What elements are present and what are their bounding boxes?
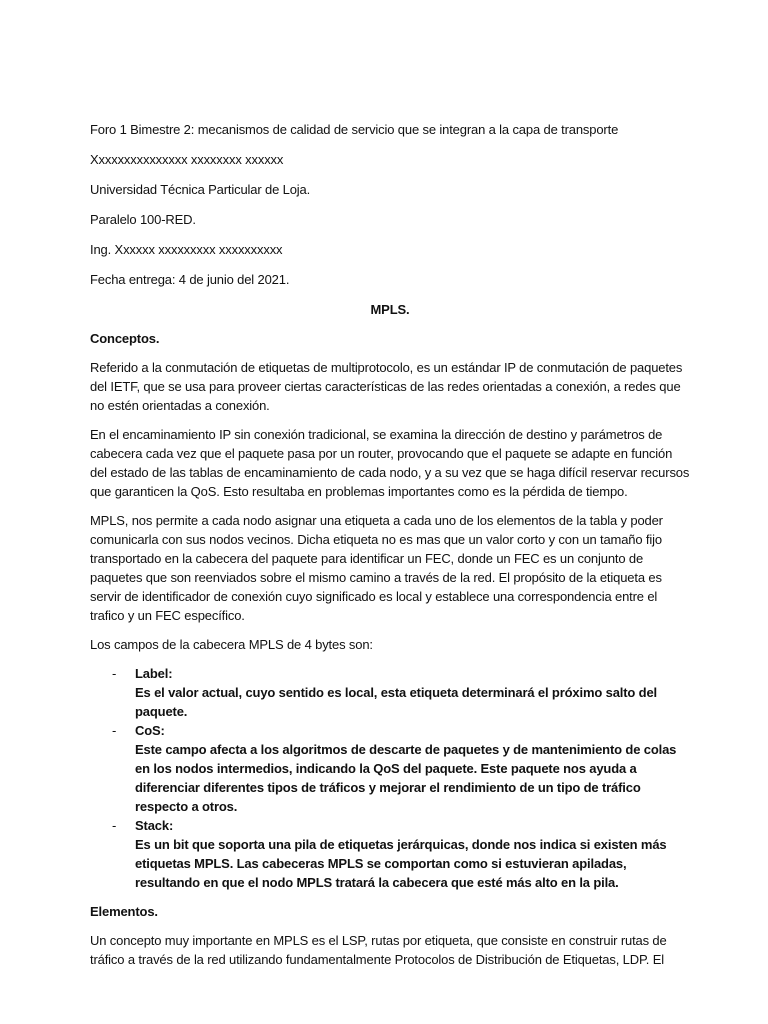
field-term: CoS: — [135, 723, 165, 738]
document-title: MPLS. — [370, 302, 410, 317]
student-name: Xxxxxxxxxxxxxxx xxxxxxxx xxxxxx — [90, 152, 284, 167]
course-title: Foro 1 Bimestre 2: mecanismos de calidad de servicio que se integran a la capa de transporte — [90, 122, 619, 137]
header-fields-list — [90, 664, 690, 892]
list-item — [90, 816, 690, 892]
section-name: Paralelo 100-RED. — [90, 212, 196, 227]
field-description: Es el valor actual, cuyo sentido es local, esta etiqueta determinará el próximo salto del paquete. — [135, 685, 658, 719]
list-dash: - — [112, 818, 117, 833]
paragraph: Los campos de la cabecera MPLS de 4 bytes son: — [90, 637, 373, 652]
paragraph: Referido a la conmutación de etiquetas de multiprotocolo, es un estándar IP de conmutación de paquetes del IETF, que se usa para proveer ciertas características de las redes orientadas a conexión, a redes que no estén orientadas a conexión. — [90, 360, 683, 413]
paragraph: Un concepto muy importante en MPLS es el LSP, rutas por etiqueta, que consiste en construir rutas de tráfico a través de la red utilizando fundamentalmente Protocolos de Distribución de Etiquetas, LDP. El — [90, 933, 667, 967]
document-header — [90, 120, 690, 289]
list-dash: - — [112, 723, 117, 738]
field-description: Es un bit que soporta una pila de etiquetas jerárquicas, donde nos indica si existen más etiquetas MPLS. Las cabeceras MPLS se comportan como si estuvieran apiladas, resultando en que el nodo MPLS tratará la cabecera que esté más alto en la pila. — [135, 837, 667, 890]
field-term: Stack: — [135, 818, 174, 833]
field-description: Este campo afecta a los algoritmos de descarte de paquetes y de mantenimiento de colas en los nodos intermedios, indicando la QoS del paquete. Este paquete nos ayuda a diferenciar diferentes tipos de tráficos y mejorar el rendimiento de un tipo de tráfico respecto a otros. — [135, 742, 677, 814]
due-date: Fecha entrega: 4 de junio del 2021. — [90, 272, 290, 287]
paragraph: En el encaminamiento IP sin conexión tradicional, se examina la dirección de destino y parámetros de cabecera cada vez que el paquete pasa por un router, provocando que el paquete se adapte en función del estado de las tablas de encaminamiento de cada nodo, y a su vez que se haga difícil reservar recursos que garanticen la QoS. Esto resultaba en problemas importantes como es la pérdida de tiempo. — [90, 427, 690, 499]
elements-heading: Elementos. — [90, 904, 158, 919]
paragraph: MPLS, nos permite a cada nodo asignar una etiqueta a cada uno de los elementos de la tabla y poder comunicarla con sus nodos vecinos. Dicha etiqueta no es mas que un valor corto y con un tamaño fijo transportado en la cabecera del paquete para identificar un FEC, donde un FEC es un conjunto de paquetes que son reenviados sobre el mismo camino a través de la red. El propósito de la etiqueta es servir de identificador de conexión cuyo significado es local y establece una correspondencia entre el trafico y un FEC específico. — [90, 513, 663, 623]
field-term: Label: — [135, 666, 173, 681]
list-item — [90, 664, 690, 721]
document-body — [90, 120, 690, 979]
instructor-name: Ing. Xxxxxx xxxxxxxxx xxxxxxxxxx — [90, 242, 283, 257]
concepts-heading: Conceptos. — [90, 331, 160, 346]
list-item — [90, 721, 690, 816]
university-name: Universidad Técnica Particular de Loja. — [90, 182, 311, 197]
list-dash: - — [112, 666, 117, 681]
